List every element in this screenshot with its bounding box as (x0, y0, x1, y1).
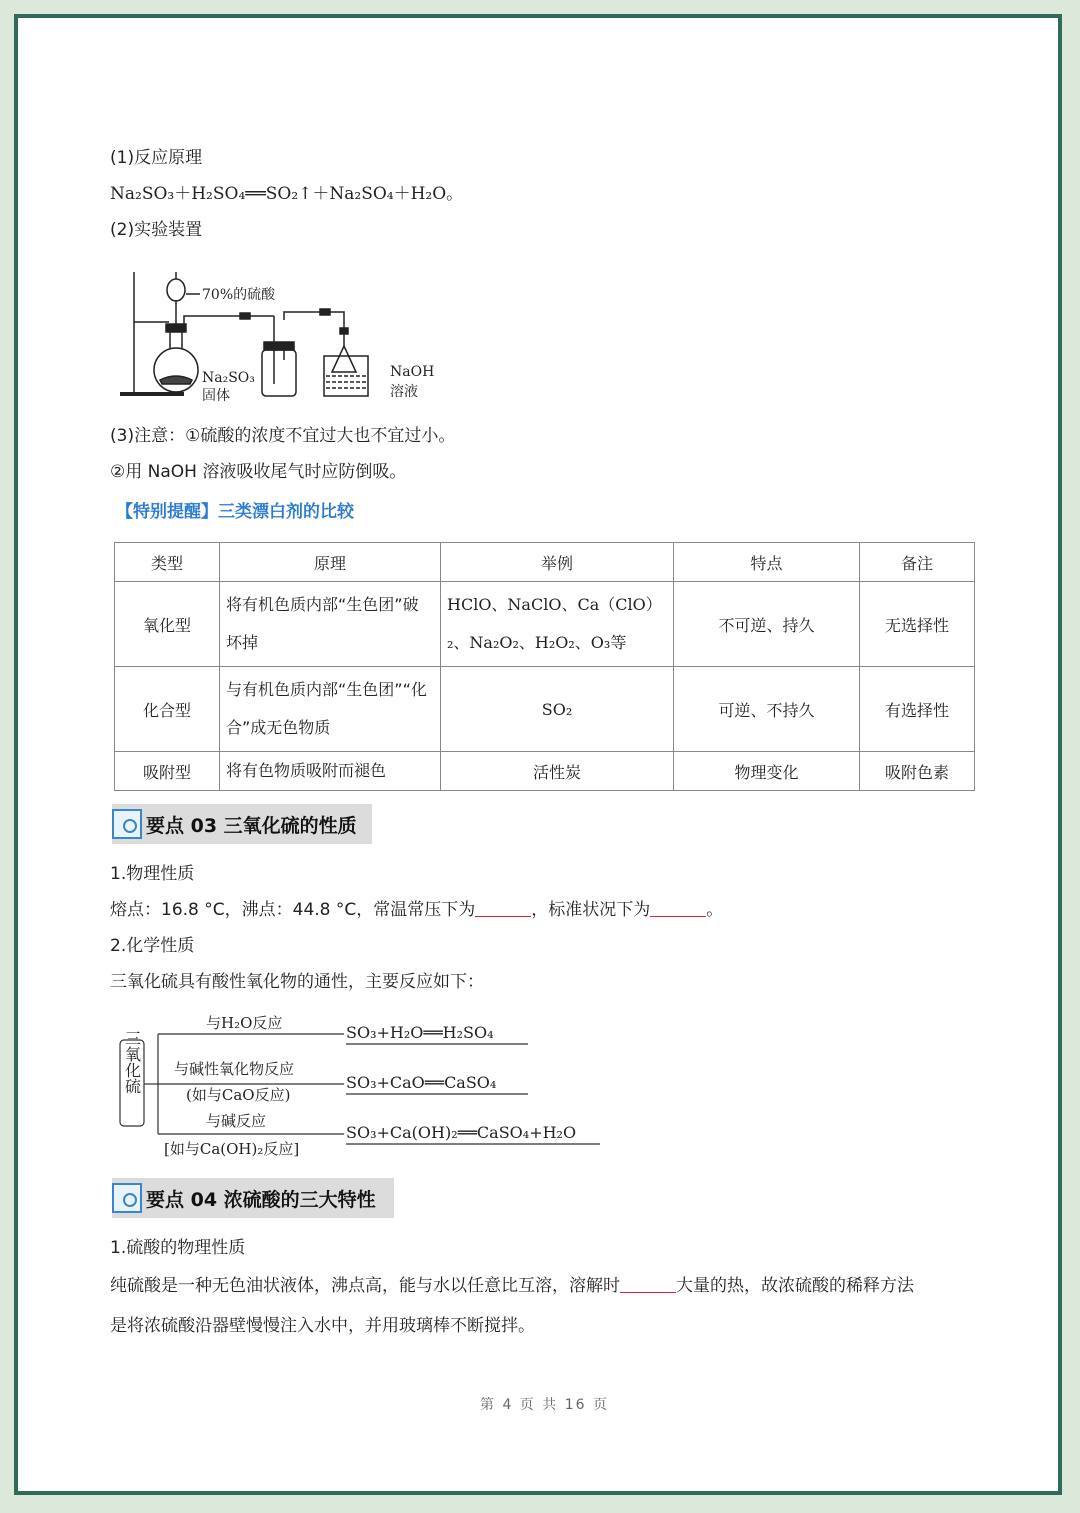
note-1: (3)注意：①硫酸的浓度不宜过大也不宜过小。 (110, 426, 456, 446)
solid-label-1: Na₂SO₃ (202, 370, 255, 386)
fill-blank[interactable] (475, 898, 531, 917)
branch3-label-2: [如与Ca(OH)₂反应] (164, 1140, 300, 1158)
fill-blank[interactable] (650, 898, 706, 917)
text-a: 纯硫酸是一种无色油状液体，沸点高，能与水以任意比互溶，溶解时 (110, 1276, 620, 1296)
h2so4-text-line-1 (110, 1274, 914, 1298)
acid-label: 70%的硫酸 (202, 287, 276, 303)
cell-principle: 与有机色质内部“生色团”“化合”成无色物质 (220, 667, 441, 752)
naoh-label-1: NaOH (390, 364, 435, 380)
gas-bottle (262, 350, 296, 396)
cell-remark: 吸附色素 (860, 752, 975, 791)
magnifier-doc-icon (112, 809, 142, 839)
apparatus-label: (2)实验装置 (110, 220, 203, 240)
inverted-funnel (332, 346, 356, 372)
table-header: 特点 (674, 543, 860, 582)
table-header: 原理 (220, 543, 441, 582)
table-row (115, 582, 975, 667)
cell-example: 活性炭 (441, 752, 674, 791)
text-b: 大量的热，故浓硫酸的稀释方法 (676, 1276, 914, 1296)
magnifier-doc-icon (112, 1183, 142, 1213)
cell-type: 化合型 (115, 667, 220, 752)
section-04-title: 要点 04 浓硫酸的三大特性 (146, 1188, 376, 1211)
page-footer: 第 4 页 共 16 页 (480, 1397, 609, 1413)
cell-principle: 将有色物质吸附而褪色 (220, 752, 441, 791)
section-03-title: 要点 03 三氧化硫的性质 (146, 814, 357, 837)
bleach-comparison-table (114, 542, 975, 791)
physical-text-c: 。 (706, 900, 724, 920)
dropping-funnel (167, 279, 185, 301)
subject-label: 三氧化硫 (122, 1030, 142, 1094)
branch1-label: 与H₂O反应 (206, 1014, 283, 1032)
note-2: ②用 NaOH 溶液吸收尾气时应防倒吸。 (110, 462, 407, 482)
cell-feature: 不可逆、持久 (674, 582, 860, 667)
special-note-title: 【特别提醒】三类漂白剂的比较 (116, 502, 354, 522)
so3-physical-label: 1.物理性质 (110, 864, 195, 884)
cell-feature: 物理变化 (674, 752, 860, 791)
table-header-row (115, 543, 975, 582)
so3-chemical-label: 2.化学性质 (110, 936, 195, 956)
reaction-equation: Na₂SO₃＋H₂SO₄══SO₂↑＋Na₂SO₄＋H₂O。 (110, 184, 464, 204)
cell-type: 氧化型 (115, 582, 220, 667)
branch2-label-1: 与碱性氧化物反应 (174, 1060, 295, 1078)
cell-principle: 将有机色质内部“生色团”破坏掉 (220, 582, 441, 667)
branch2-label-2: (如与CaO反应) (186, 1086, 291, 1104)
physical-text-a: 熔点：16.8 °C，沸点：44.8 °C，常温常压下为 (110, 900, 476, 920)
branch1-equation: SO₃+H₂O══H₂SO₄ (346, 1023, 494, 1042)
h2so4-text-line-2: 是将浓硫酸沿器壁慢慢注入水中，并用玻璃棒不断搅拌。 (110, 1316, 535, 1336)
branch2-equation: SO₃+CaO══CaSO₄ (346, 1073, 497, 1092)
cell-example: SO₂ (441, 667, 674, 752)
section-03-header (112, 804, 372, 844)
cell-example: HClO、NaClO、Ca（ClO）₂、Na₂O₂、H₂O₂、O₃等 (441, 582, 674, 667)
cell-remark: 有选择性 (860, 667, 975, 752)
so3-chemical-intro: 三氧化硫具有酸性氧化物的通性，主要反应如下： (110, 972, 484, 992)
table-row (115, 667, 975, 752)
cell-feature: 可逆、不持久 (674, 667, 860, 752)
so3-physical-text (110, 898, 723, 922)
naoh-label-2: 溶液 (390, 384, 418, 400)
h2so4-physical-label: 1.硫酸的物理性质 (110, 1238, 246, 1258)
reaction-principle-label: (1)反应原理 (110, 148, 203, 168)
apparatus-diagram (114, 264, 454, 404)
document-page (14, 14, 1062, 1495)
physical-text-b: ，标准状况下为 (531, 900, 651, 920)
branch3-equation: SO₃+Ca(OH)₂══CaSO₄+H₂O (346, 1123, 577, 1142)
table-header: 备注 (860, 543, 975, 582)
section-04-header (112, 1178, 394, 1218)
branch3-label-1: 与碱反应 (206, 1112, 267, 1130)
solid-label-2: 固体 (202, 388, 230, 404)
cell-remark: 无选择性 (860, 582, 975, 667)
table-header: 类型 (115, 543, 220, 582)
so3-reaction-diagram (114, 1004, 614, 1164)
table-row (115, 752, 975, 791)
table-header: 举例 (441, 543, 674, 582)
fill-blank[interactable] (620, 1274, 676, 1293)
round-flask (154, 348, 198, 392)
cell-type: 吸附型 (115, 752, 220, 791)
